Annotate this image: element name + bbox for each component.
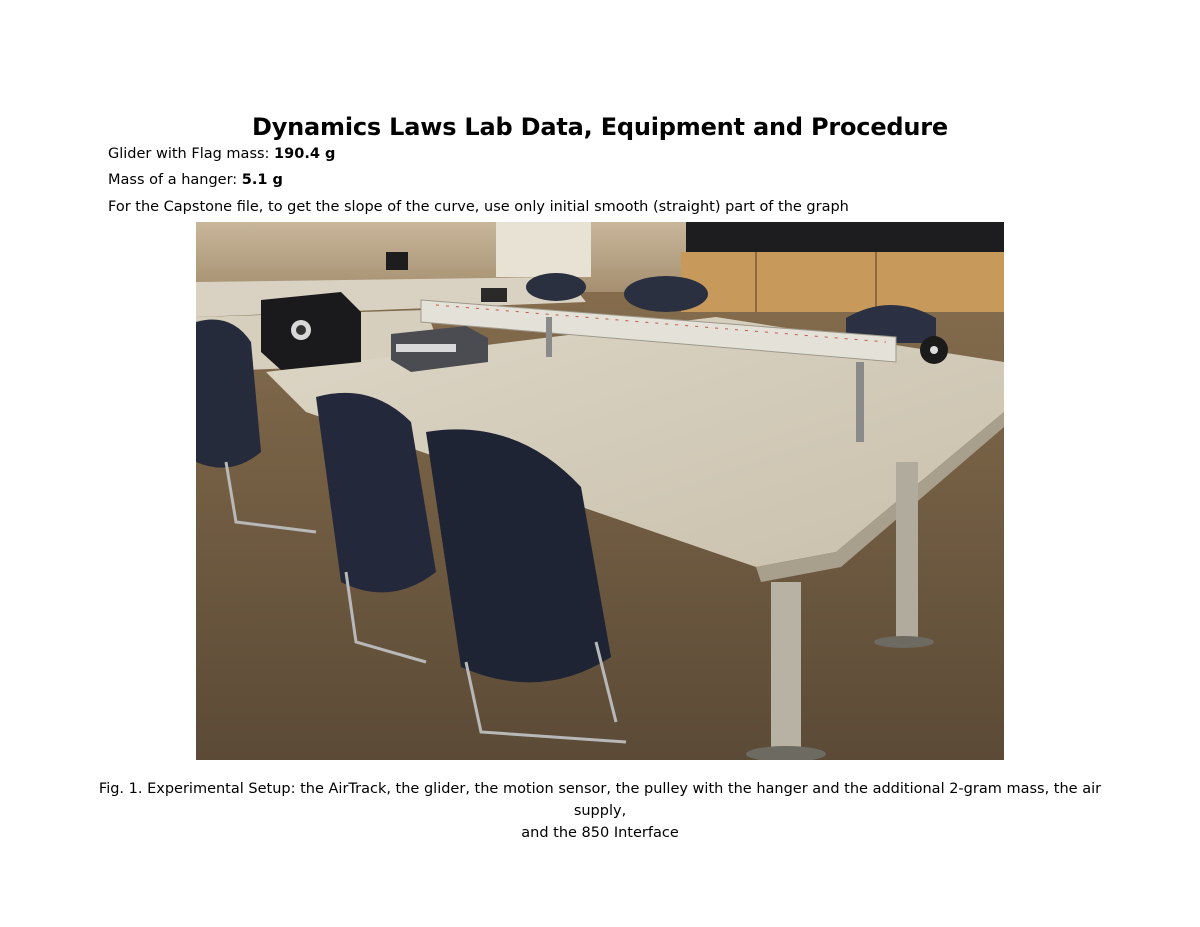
glider-mass-label: Glider with Flag mass: [108,146,275,162]
motion-sensor [386,252,408,270]
glider-mass-value: 190.4 g [274,146,336,162]
lab-setup-illustration [196,222,1004,760]
page-title: Dynamics Laws Lab Data, Equipment and Procedure [251,113,948,141]
window [496,222,591,277]
caption-line-1: Fig. 1. Experimental Setup: the AirTrack, the glider, the motion sensor, the pulley with the hanger and the additional 2-gram mass, the air supply, [98,781,1102,819]
hanger-mass-line [108,172,283,188]
hanger-mass-value: 5.1 g [241,172,283,188]
hanger-mass-label: Mass of a hanger: [108,172,242,188]
glider-mass-line [108,146,335,162]
figure-caption [90,778,1110,844]
back-counter-top [686,222,1004,252]
glider [481,288,507,302]
air-supply [261,292,361,370]
wood-cabinets [681,252,1004,312]
caption-line-2: and the 850 Interface [521,825,679,841]
table-leg [771,582,801,752]
lab-setup-photo [196,222,1004,760]
capstone-note: For the Capstone file, to get the slope of the curve, use only initial smooth (straight) part of the graph [108,199,849,215]
